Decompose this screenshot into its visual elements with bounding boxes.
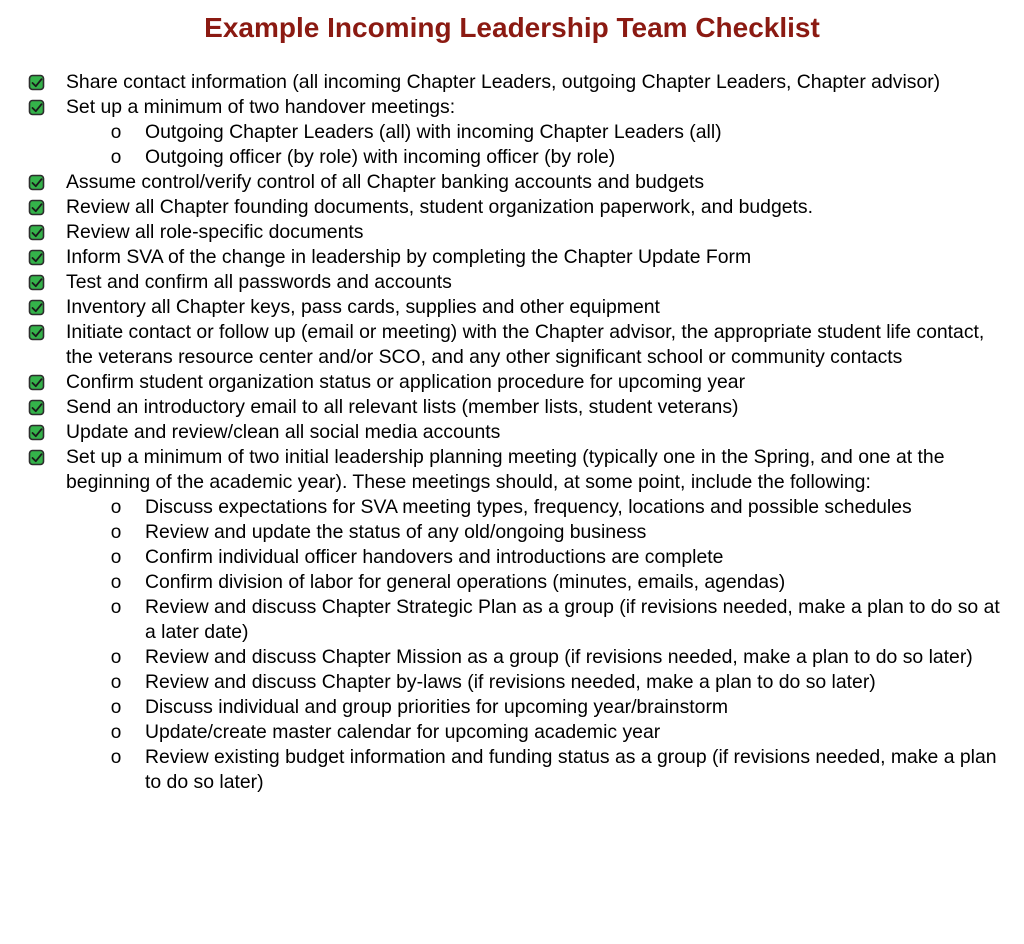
checklist-item — [26, 70, 1006, 95]
checklist-item — [26, 220, 1006, 245]
checklist-item — [26, 370, 1006, 395]
checklist-item — [26, 445, 1006, 495]
page-title: Example Incoming Leadership Team Checklist — [204, 12, 820, 43]
checklist-item-text: Initiate contact or follow up (email or meeting) with the Chapter advisor, the appropriate student life contact, the veterans resource center and/or SCO, and any other significant school or community contacts — [66, 321, 985, 368]
checklist-item-text: Inventory all Chapter keys, pass cards, supplies and other equipment — [66, 296, 660, 318]
checkbox-checked-icon — [28, 249, 46, 267]
hollow-circle-bullet: o — [110, 522, 122, 543]
checkbox-checked-icon — [28, 324, 46, 342]
hollow-circle-bullet: o — [110, 672, 122, 693]
checklist-item-text: Set up a minimum of two handover meetings: — [66, 96, 456, 118]
hollow-circle-bullet: o — [110, 147, 122, 168]
checkbox-checked-icon — [28, 424, 46, 442]
checklist-item-text: Share contact information (all incoming Chapter Leaders, outgoing Chapter Leaders, Chapter advisor) — [66, 71, 941, 93]
checkbox-checked-icon — [28, 74, 46, 92]
hollow-circle-bullet: o — [110, 747, 122, 768]
checklist-subitem — [26, 670, 1006, 695]
checklist-item-text: Update and review/clean all social media accounts — [66, 421, 501, 443]
checklist-subitem — [26, 595, 1006, 645]
checkbox-checked-icon — [28, 274, 46, 292]
checklist-item — [26, 320, 1006, 370]
hollow-circle-bullet: o — [110, 697, 122, 718]
hollow-circle-bullet: o — [110, 122, 122, 143]
checkbox-checked-icon — [28, 174, 46, 192]
checkbox-checked-icon — [28, 299, 46, 317]
checklist-subitem — [26, 645, 1006, 670]
checkbox-checked-icon — [28, 99, 46, 117]
checklist-subitem — [26, 145, 1006, 170]
checkbox-checked-icon — [28, 224, 46, 242]
checklist-item — [26, 170, 1006, 195]
checklist-subitem-text: Review and discuss Chapter by-laws (if revisions needed, make a plan to do so later) — [145, 671, 876, 693]
checklist-item — [26, 420, 1006, 445]
checklist-subitem — [26, 570, 1006, 595]
checklist-subitem-text: Review and discuss Chapter Mission as a group (if revisions needed, make a plan to do so later) — [145, 646, 973, 668]
checklist-subitem-text: Review and update the status of any old/ongoing business — [145, 521, 647, 543]
checkbox-checked-icon — [28, 399, 46, 417]
checklist-item — [26, 295, 1006, 320]
checklist-item-text: Confirm student organization status or application procedure for upcoming year — [66, 371, 746, 393]
checklist-subitem — [26, 495, 1006, 520]
checklist-subitem — [26, 120, 1006, 145]
checklist-subitem-text: Review existing budget information and funding status as a group (if revisions needed, make a plan to do so later) — [145, 746, 997, 793]
checklist-subitem-text: Review and discuss Chapter Strategic Plan as a group (if revisions needed, make a plan to do so at a later date) — [145, 596, 1000, 643]
checklist-item — [26, 395, 1006, 420]
checklist-item-text: Assume control/verify control of all Chapter banking accounts and budgets — [66, 171, 705, 193]
checkbox-checked-icon — [28, 199, 46, 217]
checklist-subitem — [26, 545, 1006, 570]
checklist-subitem-text: Discuss expectations for SVA meeting types, frequency, locations and possible schedules — [145, 496, 912, 518]
checklist-subitem-text: Confirm division of labor for general operations (minutes, emails, agendas) — [145, 571, 786, 593]
checklist-subitem — [26, 720, 1006, 745]
checklist-item — [26, 245, 1006, 270]
checklist-item-text: Test and confirm all passwords and accounts — [66, 271, 452, 293]
checklist-subitem-text: Outgoing Chapter Leaders (all) with incoming Chapter Leaders (all) — [145, 121, 722, 143]
checklist-subitem — [26, 745, 1006, 795]
checklist-item-text: Send an introductory email to all relevant lists (member lists, student veterans) — [66, 396, 739, 418]
checklist-item-text: Set up a minimum of two initial leadership planning meeting (typically one in the Spring, and one at the beginning of the academic year). These meetings should, at some point, include the following: — [66, 446, 945, 493]
hollow-circle-bullet: o — [110, 722, 122, 743]
checklist-item — [26, 95, 1006, 120]
checklist-subitem — [26, 520, 1006, 545]
hollow-circle-bullet: o — [110, 547, 122, 568]
checklist-item-text: Review all Chapter founding documents, student organization paperwork, and budgets. — [66, 196, 814, 218]
checklist-subitem-text: Update/create master calendar for upcoming academic year — [145, 721, 661, 743]
hollow-circle-bullet: o — [110, 572, 122, 593]
checklist-subitem-text: Outgoing officer (by role) with incoming officer (by role) — [145, 146, 616, 168]
checklist-item-text: Review all role-specific documents — [66, 221, 364, 243]
checklist-subitem — [26, 695, 1006, 720]
checkbox-checked-icon — [28, 449, 46, 467]
checklist-item-text: Inform SVA of the change in leadership by completing the Chapter Update Form — [66, 246, 752, 268]
checklist — [26, 70, 1006, 795]
hollow-circle-bullet: o — [110, 647, 122, 668]
checklist-subitem-text: Confirm individual officer handovers and introductions are complete — [145, 546, 724, 568]
checkbox-checked-icon — [28, 374, 46, 392]
hollow-circle-bullet: o — [110, 497, 122, 518]
checklist-item — [26, 270, 1006, 295]
checklist-subitem-text: Discuss individual and group priorities for upcoming year/brainstorm — [145, 696, 729, 718]
hollow-circle-bullet: o — [110, 597, 122, 618]
checklist-item — [26, 195, 1006, 220]
